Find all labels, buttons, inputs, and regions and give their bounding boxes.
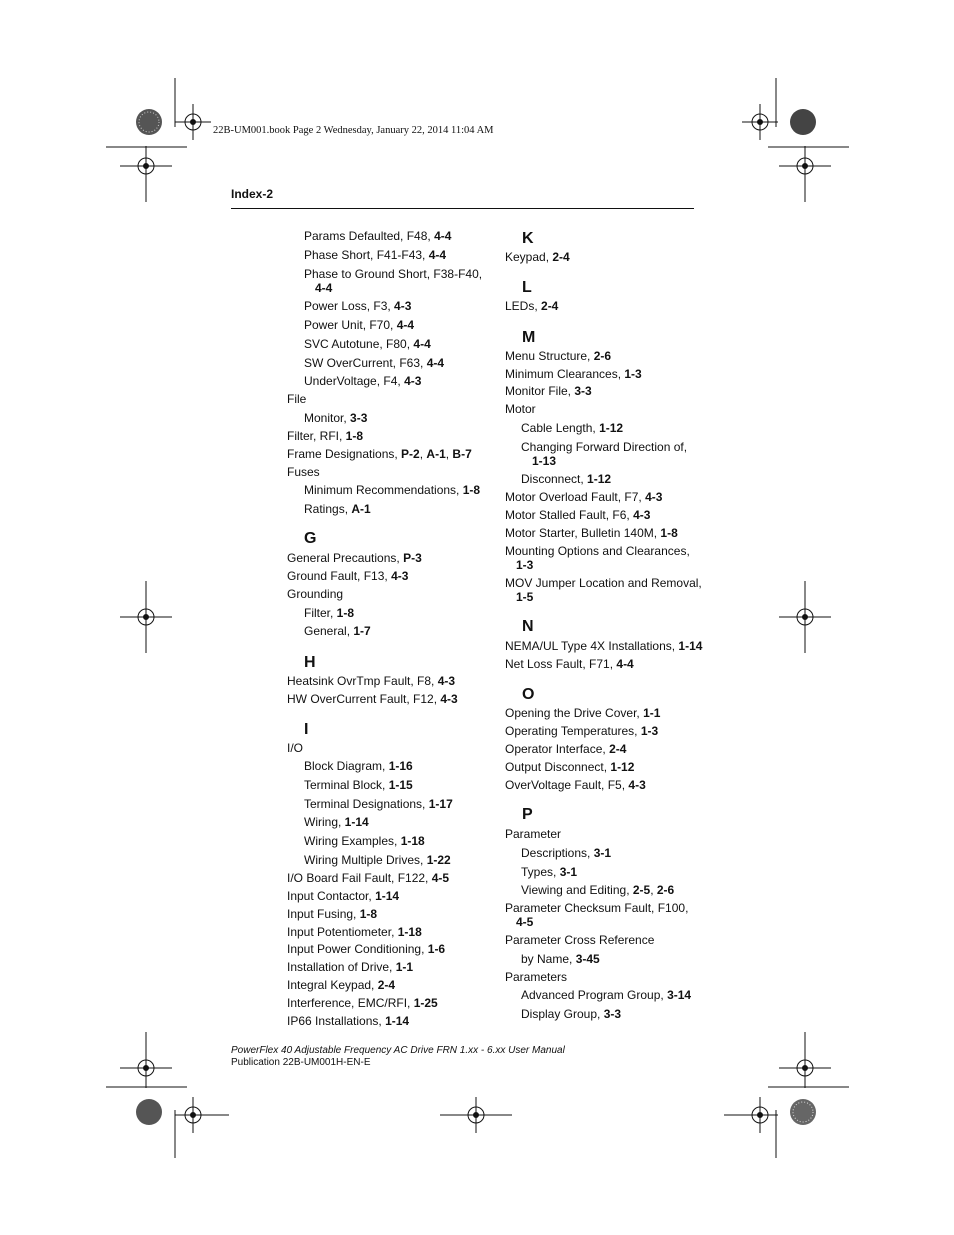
- page-reference: 1-22: [426, 853, 451, 867]
- index-entry: [505, 576, 702, 604]
- index-subentry: [521, 952, 600, 966]
- index-entry-text: General Precautions,: [287, 551, 404, 565]
- index-entry: [287, 889, 399, 903]
- index-entry-text: Mounting Options and Clearances,: [505, 544, 690, 558]
- index-entry-text: Keypad,: [505, 250, 553, 264]
- index-entry: [505, 526, 678, 540]
- page-reference: 1-15: [388, 778, 413, 792]
- page-reference: 2-4: [609, 742, 627, 756]
- page-reference: 1-14: [678, 639, 703, 653]
- index-entry-text: by Name,: [521, 952, 576, 966]
- page-reference: 4-3: [628, 778, 646, 792]
- index-entry: [287, 942, 445, 956]
- index-entry-text: Display Group,: [521, 1007, 604, 1021]
- index-entry-text: Opening the Drive Cover,: [505, 706, 644, 720]
- index-entry-text: MOV Jumper Location and Removal,: [505, 576, 702, 590]
- footer-manual-title: PowerFlex 40 Adjustable Frequency AC Drive FRN 1.xx - 6.xx User Manual: [231, 1045, 565, 1056]
- index-entry-text: Params Defaulted, F48,: [304, 229, 435, 243]
- page-reference: 3-1: [593, 846, 612, 860]
- index-section-letter: I: [304, 721, 309, 738]
- page-reference: 4-3: [394, 299, 412, 313]
- index-subentry: [304, 267, 482, 295]
- reference-separator: ,: [419, 447, 427, 461]
- index-entry-text: Changing Forward Direction of,: [521, 440, 688, 454]
- page-reference: 3-14: [667, 988, 692, 1002]
- page-reference: P-2: [401, 447, 420, 461]
- index-entry-text: Input Power Conditioning,: [287, 942, 428, 956]
- index-subentry: [521, 440, 687, 468]
- index-entry: [287, 587, 343, 601]
- index-entry-text: Phase Short, F41-F43,: [304, 248, 429, 262]
- index-subentry: [304, 606, 354, 620]
- print-header-line: 22B-UM001.book Page 2 Wednesday, January 22, 2014 11:04 AM: [213, 125, 494, 136]
- index-entry-text: Power Unit, F70,: [304, 318, 397, 332]
- index-entry: [505, 384, 592, 398]
- color-dots: [136, 109, 816, 1125]
- index-entry-text: Wiring Examples,: [304, 834, 401, 848]
- index-entry: [505, 349, 611, 363]
- index-subentry: [304, 229, 451, 243]
- index-entry-text: OverVoltage Fault, F5,: [505, 778, 629, 792]
- index-entry-text: LEDs,: [505, 299, 542, 313]
- page-reference: 2-4: [552, 250, 570, 264]
- index-entry-text: Installation of Drive,: [287, 960, 396, 974]
- index-entry-text: Fuses: [287, 465, 320, 479]
- index-entry-text: Ratings,: [304, 502, 352, 516]
- page-reference: 1-25: [413, 996, 438, 1010]
- index-subentry: [304, 356, 444, 370]
- page-reference: 4-4: [434, 229, 452, 243]
- index-entry: [505, 778, 646, 792]
- page-reference: 4-3: [391, 569, 409, 583]
- index-entry-text: Input Potentiometer,: [287, 925, 398, 939]
- index-section-letter: H: [304, 654, 316, 671]
- index-entry-text: Terminal Block,: [304, 778, 389, 792]
- page-label: Index-2: [231, 187, 274, 201]
- index-entry: [287, 569, 408, 583]
- index-entry-text: Disconnect,: [521, 472, 588, 486]
- index-subentry: [304, 502, 371, 516]
- page-reference: 1-1: [395, 960, 414, 974]
- page-reference: 4-3: [404, 374, 422, 388]
- index-entry-text: Minimum Clearances,: [505, 367, 625, 381]
- index-entry: [287, 551, 422, 565]
- index-entry-text: Phase to Ground Short, F38-F40,: [304, 267, 483, 281]
- index-subentry: [304, 483, 480, 497]
- index-subentry: [521, 1007, 621, 1021]
- index-entry-text: HW OverCurrent Fault, F12,: [287, 692, 441, 706]
- index-subentry: [304, 299, 411, 313]
- page-reference: 1-14: [375, 889, 400, 903]
- index-entry: [505, 367, 642, 381]
- index-entry: [287, 447, 472, 461]
- index-entry-text: Input Fusing,: [287, 907, 360, 921]
- index-entry-text: Minimum Recommendations,: [304, 483, 463, 497]
- page-reference: A-1: [426, 447, 446, 461]
- index-section-letter: P: [522, 806, 533, 823]
- page-reference: B-7: [452, 447, 472, 461]
- index-subentry: [304, 778, 413, 792]
- index-entry-text: Output Disconnect,: [505, 760, 611, 774]
- index-entry: [287, 907, 377, 921]
- index-subentry: [304, 248, 446, 262]
- index-subentry: [304, 853, 451, 867]
- index-section-letter: K: [522, 230, 534, 247]
- page-reference: 1-18: [397, 925, 422, 939]
- index-entry-text: NEMA/UL Type 4X Installations,: [505, 639, 679, 653]
- index-entry-text: Operating Temperatures,: [505, 724, 641, 738]
- index-entry-text: Monitor File,: [505, 384, 575, 398]
- registration-targets: [120, 104, 831, 1133]
- index-entry-text: Integral Keypad,: [287, 978, 378, 992]
- footer-publication: Publication 22B-UM001H-EN-E: [231, 1057, 371, 1068]
- index-entry: [287, 996, 438, 1010]
- page-reference: 2-6: [593, 349, 612, 363]
- index-entry-text: Ground Fault, F13,: [287, 569, 392, 583]
- index-entry-text: Advanced Program Group,: [521, 988, 668, 1002]
- index-subentry: [521, 988, 691, 1002]
- index-entry: [505, 657, 634, 671]
- index-entry-text: Motor Stalled Fault, F6,: [505, 508, 634, 522]
- index-entry: [287, 871, 449, 885]
- index-entry-text: Parameters: [505, 970, 568, 984]
- index-entry-text: Wiring Multiple Drives,: [304, 853, 427, 867]
- page-reference: 4-3: [440, 692, 458, 706]
- header-rule: [231, 208, 694, 209]
- index-entry: [287, 1014, 409, 1028]
- index-entry-text: Parameter Checksum Fault, F100,: [505, 901, 689, 915]
- page-reference: 4-4: [315, 281, 333, 295]
- page-reference: 1-8: [660, 526, 678, 540]
- index-entry: [287, 392, 306, 406]
- page-reference: 1-6: [427, 942, 446, 956]
- page-reference: 1-16: [388, 759, 413, 773]
- index-entry: [505, 250, 570, 264]
- index-entry: [505, 970, 567, 984]
- index-entry: [505, 402, 536, 416]
- index-entry: [287, 741, 303, 755]
- page-reference: 3-3: [574, 384, 592, 398]
- page-reference: 2-5: [632, 883, 651, 897]
- index-entry-text: Motor: [505, 402, 536, 416]
- index-section-letter: N: [522, 618, 534, 635]
- index-entry-text: Frame Designations,: [287, 447, 402, 461]
- index-section-letter: G: [304, 530, 317, 547]
- index-entry: [505, 490, 662, 504]
- index-entry: [505, 724, 658, 738]
- page-reference: 2-6: [656, 883, 675, 897]
- index-entry-text: Types,: [521, 865, 560, 879]
- index-entry-text: Descriptions,: [521, 846, 594, 860]
- page-reference: 3-1: [559, 865, 578, 879]
- index-entry-text: Input Contactor,: [287, 889, 376, 903]
- index-entry-text: Block Diagram,: [304, 759, 389, 773]
- index-entry-text: SVC Autotune, F80,: [304, 337, 414, 351]
- page-reference: 1-12: [610, 760, 635, 774]
- index-subentry: [521, 472, 611, 486]
- index-entry-text: Filter, RFI,: [287, 429, 346, 443]
- index-entry-text: Parameter Cross Reference: [505, 933, 655, 947]
- index-entry-text: SW OverCurrent, F63,: [304, 356, 427, 370]
- index-subentry: [304, 759, 413, 773]
- index-subentry: [304, 797, 453, 811]
- index-subentry: [521, 865, 577, 879]
- page-reference: 3-45: [575, 952, 600, 966]
- page-reference: 1-13: [532, 454, 557, 468]
- index-entry: [287, 429, 363, 443]
- index-entry-text: I/O Board Fail Fault, F122,: [287, 871, 432, 885]
- page-reference: 2-4: [377, 978, 396, 992]
- index-entry-text: File: [287, 392, 307, 406]
- page-reference: 4-4: [428, 248, 447, 262]
- page-reference: 1-8: [462, 483, 481, 497]
- index-entry-text: Power Loss, F3,: [304, 299, 395, 313]
- page-reference: 4-4: [413, 337, 431, 351]
- index-section-letter: M: [522, 329, 536, 346]
- index-entry-text: Operator Interface,: [505, 742, 610, 756]
- page-reference: 4-5: [431, 871, 450, 885]
- index-entry-text: Net Loss Fault, F71,: [505, 657, 617, 671]
- index-subentry: [304, 318, 414, 332]
- page-reference: A-1: [351, 502, 371, 516]
- index-entry-text: Parameter: [505, 827, 562, 841]
- reference-separator: ,: [650, 883, 657, 897]
- index-entry: [287, 960, 413, 974]
- index-subentry: [304, 411, 367, 425]
- index-entry-text: Filter,: [304, 606, 337, 620]
- index-entry-text: General,: [304, 624, 354, 638]
- page-reference: 1-3: [640, 724, 659, 738]
- index-entry: [287, 978, 395, 992]
- page-reference: 4-3: [437, 674, 456, 688]
- index-entry: [505, 508, 650, 522]
- index-entry: [505, 901, 688, 929]
- page-reference: 3-3: [603, 1007, 622, 1021]
- index-subentry: [521, 883, 674, 897]
- page-reference: 1-7: [353, 624, 371, 638]
- page-reference: 4-5: [516, 915, 534, 929]
- index-entry-text: Grounding: [287, 587, 344, 601]
- index-entry-text: Motor Starter, Bulletin 140M,: [505, 526, 661, 540]
- index-subentry: [521, 846, 611, 860]
- index-subentry: [304, 337, 431, 351]
- index-entry-text: Monitor,: [304, 411, 351, 425]
- index-section-letter: O: [522, 686, 535, 703]
- index-entry: [505, 706, 660, 720]
- index-entry-text: Terminal Designations,: [304, 797, 429, 811]
- page-reference: 1-12: [587, 472, 612, 486]
- index-subentry: [304, 624, 371, 638]
- index-section-letter: L: [522, 279, 532, 296]
- index-entry-text: Wiring,: [304, 815, 345, 829]
- page-reference: 4-3: [645, 490, 663, 504]
- index-subentry: [304, 834, 425, 848]
- index-entry: [287, 465, 320, 479]
- page-reference: P-3: [403, 551, 422, 565]
- page-reference: 1-3: [624, 367, 642, 381]
- index-entry: [505, 742, 626, 756]
- page-reference: 1-17: [428, 797, 453, 811]
- index-entry-text: UnderVoltage, F4,: [304, 374, 405, 388]
- index-entry: [287, 674, 455, 688]
- page-reference: 1-14: [385, 1014, 410, 1028]
- index-entry: [505, 639, 702, 653]
- page-reference: 1-18: [400, 834, 425, 848]
- index-subentry: [521, 421, 623, 435]
- page-reference: 1-8: [359, 907, 378, 921]
- page-reference: 4-4: [396, 318, 415, 332]
- index-entry: [505, 827, 561, 841]
- index-entry-text: IP66 Installations,: [287, 1014, 386, 1028]
- page-reference: 1-8: [345, 429, 364, 443]
- page-reference: 1-14: [344, 815, 369, 829]
- page-reference: 3-3: [350, 411, 368, 425]
- page-reference: 4-4: [426, 356, 445, 370]
- index-entry-text: Viewing and Editing,: [521, 883, 633, 897]
- page-reference: 1-12: [599, 421, 624, 435]
- index-entry-text: Interference, EMC/RFI,: [287, 996, 414, 1010]
- index-entry: [287, 692, 458, 706]
- index-entry: [505, 299, 558, 313]
- reference-separator: ,: [445, 447, 453, 461]
- page-reference: 2-4: [541, 299, 559, 313]
- page-reference: 1-8: [336, 606, 355, 620]
- index-subentry: [304, 815, 369, 829]
- index-entry: [505, 544, 690, 572]
- index-entry: [287, 925, 422, 939]
- index-entry-text: Motor Overload Fault, F7,: [505, 490, 646, 504]
- index-entry-text: Menu Structure,: [505, 349, 594, 363]
- index-subentry: [304, 374, 421, 388]
- page-reference: 1-3: [516, 558, 534, 572]
- page-reference: 4-3: [633, 508, 651, 522]
- index-entry-text: Heatsink OvrTmp Fault, F8,: [287, 674, 438, 688]
- page-reference: 4-4: [616, 657, 634, 671]
- page-reference: 1-1: [643, 706, 661, 720]
- index-entry: [505, 760, 634, 774]
- index-entry: [505, 933, 654, 947]
- index-entry-text: I/O: [287, 741, 304, 755]
- index-entry-text: Cable Length,: [521, 421, 600, 435]
- page-reference: 1-5: [516, 590, 534, 604]
